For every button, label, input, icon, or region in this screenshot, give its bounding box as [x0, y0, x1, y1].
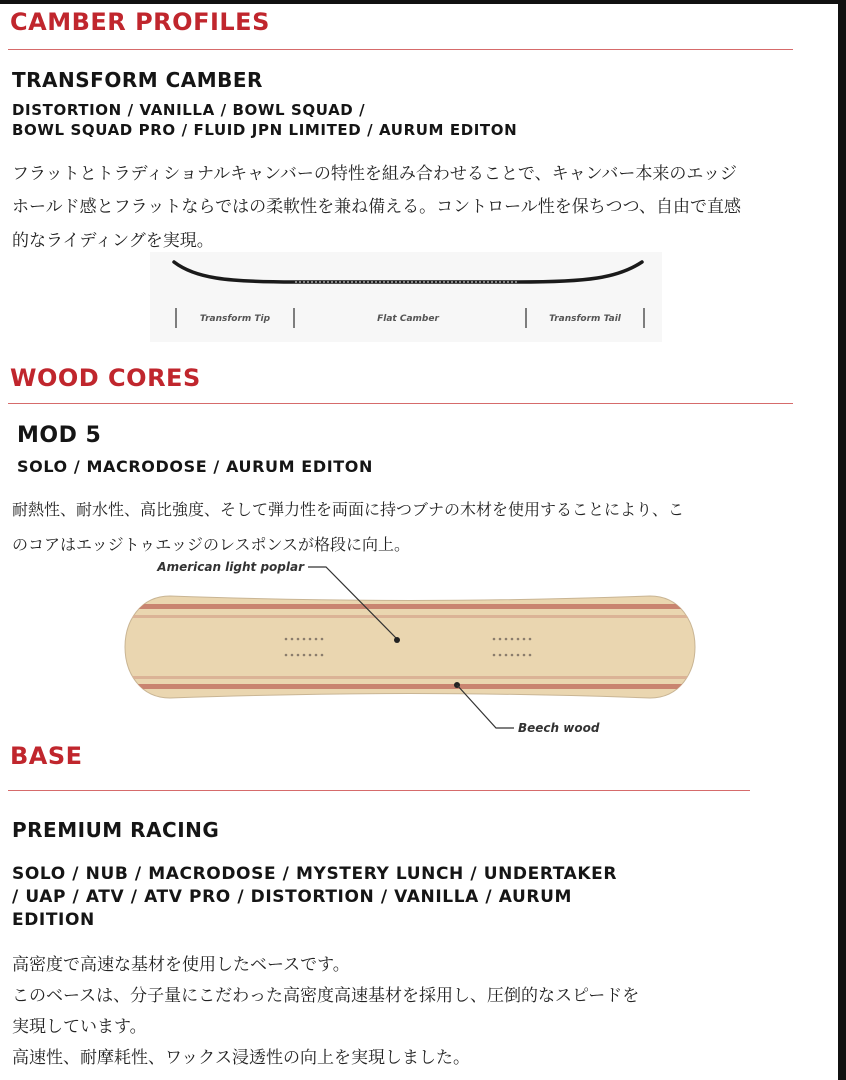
beech-stripe-bottom-inner [110, 676, 710, 679]
camber-diagram-background [150, 252, 662, 342]
board-outline [125, 596, 695, 698]
camber-section-title: CAMBER PROFILES [10, 8, 270, 36]
wood-section-rule [8, 403, 793, 404]
beech-stripe-top-inner [110, 615, 710, 618]
beech-stripe-top [110, 604, 710, 609]
camber-desc-line2: ホールド感とフラットならではの柔軟性を兼ね備える。コントロール性を保ちつつ、自由で直感 [12, 197, 741, 217]
transform-tail-label: Transform Tail [549, 314, 621, 324]
wood-models: SOLO / MACRODOSE / AURUM EDITON [17, 457, 373, 476]
camber-desc-line1: フラットとトラディショナルキャンバーの特性を組み合わせることで、キャンバー本来のエッジ [12, 164, 738, 184]
wood-core-diagram [110, 556, 710, 740]
base-desc-line3: 実現しています。 [12, 1017, 147, 1037]
camber-product-title: TRANSFORM CAMBER [12, 68, 263, 92]
wood-desc-line1: 耐熱性、耐水性、高比強度、そして弾力性を両面に持つブナの木材を使用することにより、こ [12, 500, 685, 519]
camber-desc-line3: 的なライディングを実現。 [12, 231, 214, 251]
base-models-line1: SOLO / NUB / MACRODOSE / MYSTERY LUNCH / UNDERTAKER [12, 864, 618, 884]
base-section-rule [8, 790, 750, 791]
beech-stripe-bottom [110, 684, 710, 689]
base-desc-line4: 高速性、耐摩耗性、ワックス浸透性の向上を実現しました。 [12, 1048, 470, 1068]
base-product-title: PREMIUM RACING [12, 818, 220, 842]
wood-product-title: MOD 5 [17, 423, 102, 448]
flat-camber-label: Flat Camber [377, 314, 439, 324]
wood-desc-line2: のコアはエッジトゥエッジのレスポンスが格段に向上。 [12, 535, 411, 554]
beech-callout: Beech wood [518, 721, 600, 735]
right-border [838, 0, 846, 1080]
top-border [0, 0, 846, 4]
base-desc-line2: このベースは、分子量にこだわった高密度高速基材を採用し、圧倒的なスピードを [12, 986, 640, 1006]
camber-models-line2: BOWL SQUAD PRO / FLUID JPN LIMITED / AURUM EDITON [12, 121, 518, 139]
camber-section-rule [8, 49, 793, 50]
base-models-line3: EDITION [12, 910, 95, 930]
camber-models-line1: DISTORTION / VANILLA / BOWL SQUAD / [12, 101, 366, 119]
poplar-leader-dot [394, 637, 400, 643]
base-models-line2: / UAP / ATV / ATV PRO / DISTORTION / VANILLA / AURUM [12, 887, 572, 907]
camber-profile-diagram [150, 252, 662, 342]
base-section-title: BASE [10, 742, 83, 770]
wood-section-title: WOOD CORES [10, 364, 201, 392]
base-desc-line1: 高密度で高速な基材を使用したベースです。 [12, 955, 350, 975]
transform-tip-label: Transform Tip [199, 314, 271, 324]
poplar-callout: American light poplar [157, 560, 304, 574]
